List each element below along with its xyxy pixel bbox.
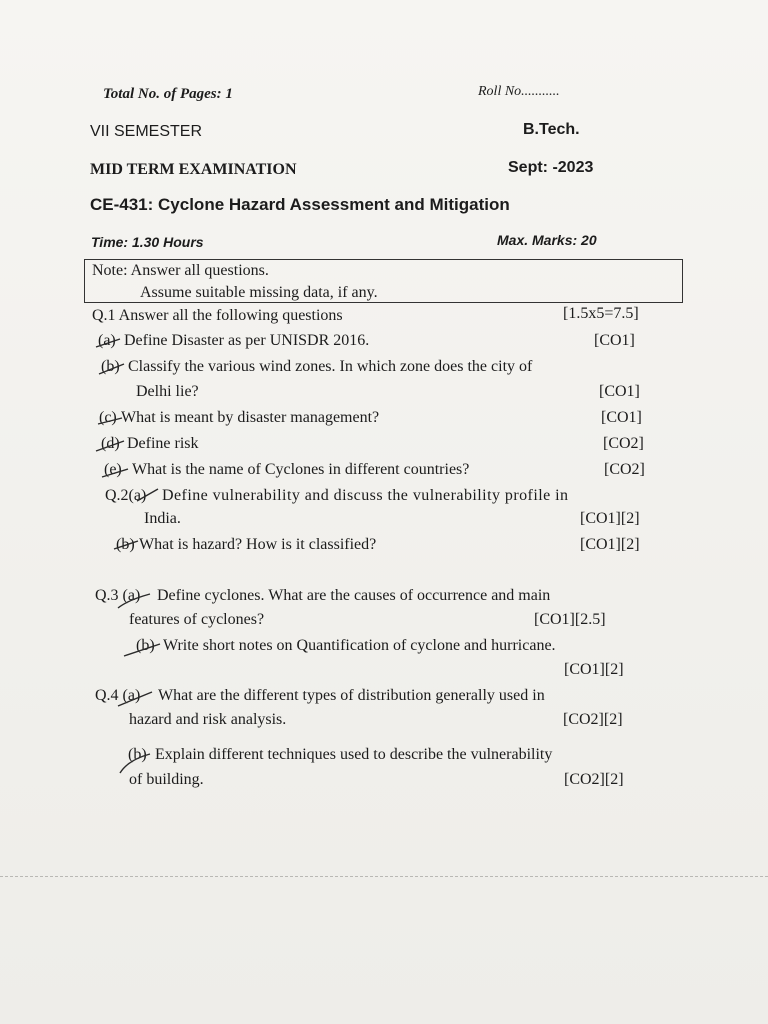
max-marks: Max. Marks: 20: [497, 232, 597, 248]
q1b-label: (b): [101, 358, 120, 375]
q1-title: Q.1 Answer all the following questions: [92, 307, 343, 324]
q1c-text: What is meant by disaster management?: [121, 409, 380, 426]
time-duration: Time: 1.30 Hours: [91, 234, 204, 250]
q4b-co: [CO2][2]: [564, 771, 624, 788]
q1b-co: [CO1]: [599, 383, 640, 400]
q1a-co: [CO1]: [594, 332, 635, 349]
q2a-text: Define vulnerability and discuss the vulnerability profile in: [162, 487, 569, 504]
q1c-label: (c): [99, 409, 117, 426]
q4b-text-2: of building.: [129, 771, 204, 788]
q1e-label: (e): [104, 461, 122, 478]
q1-marks: [1.5x5=7.5]: [563, 305, 639, 322]
q4a-label: Q.4 (a): [95, 687, 141, 704]
total-pages: Total No. of Pages: 1: [103, 86, 233, 102]
q4a-text: What are the different types of distribution generally used in: [158, 687, 545, 704]
q2b-label: (b): [116, 536, 135, 553]
q2a-co: [CO1][2]: [580, 510, 640, 527]
note-line-1: Note: Answer all questions.: [92, 262, 269, 279]
q3a-text-2: features of cyclones?: [129, 611, 265, 628]
q1d-co: [CO2]: [603, 435, 644, 452]
q1e-text: What is the name of Cyclones in different countries?: [132, 461, 470, 478]
exam-title: MID TERM EXAMINATION: [90, 161, 297, 178]
paper-fold: [0, 876, 768, 877]
q2a-text-2: India.: [144, 510, 181, 527]
note-line-2: Assume suitable missing data, if any.: [140, 284, 378, 301]
q3a-text: Define cyclones. What are the causes of occurrence and main: [157, 587, 551, 604]
q2b-text: What is hazard? How is it classified?: [139, 536, 377, 553]
roll-no: Roll No...........: [478, 84, 560, 99]
course-title: CE-431: Cyclone Hazard Assessment and Mitigation: [90, 195, 510, 214]
program: B.Tech.: [523, 121, 580, 138]
q1c-co: [CO1]: [601, 409, 642, 426]
q1d-label: (d): [101, 435, 120, 452]
q3a-co: [CO1][2.5]: [534, 611, 606, 628]
q4a-co: [CO2][2]: [563, 711, 623, 728]
q2b-co: [CO1][2]: [580, 536, 640, 553]
q3b-text: Write short notes on Quantification of cyclone and hurricane.: [163, 637, 556, 654]
semester: VII SEMESTER: [90, 123, 203, 140]
q4b-label: (b): [128, 746, 147, 763]
q4b-text: Explain different techniques used to describe the vulnerability: [155, 746, 553, 763]
q3b-co: [CO1][2]: [564, 661, 624, 678]
q2a-label: Q.2(a): [105, 487, 147, 504]
q1b-text: Classify the various wind zones. In which zone does the city of: [128, 358, 533, 375]
exam-date: Sept: -2023: [508, 159, 594, 176]
q4a-text-2: hazard and risk analysis.: [129, 711, 287, 728]
q1d-text: Define risk: [127, 435, 199, 452]
q1e-co: [CO2]: [604, 461, 645, 478]
q1a-label: (a): [98, 332, 116, 349]
q3a-label: Q.3 (a): [95, 587, 141, 604]
q3b-label: (b): [136, 637, 155, 654]
q1a-text: Define Disaster as per UNISDR 2016.: [124, 332, 370, 349]
q1b-text-2: Delhi lie?: [136, 383, 199, 400]
